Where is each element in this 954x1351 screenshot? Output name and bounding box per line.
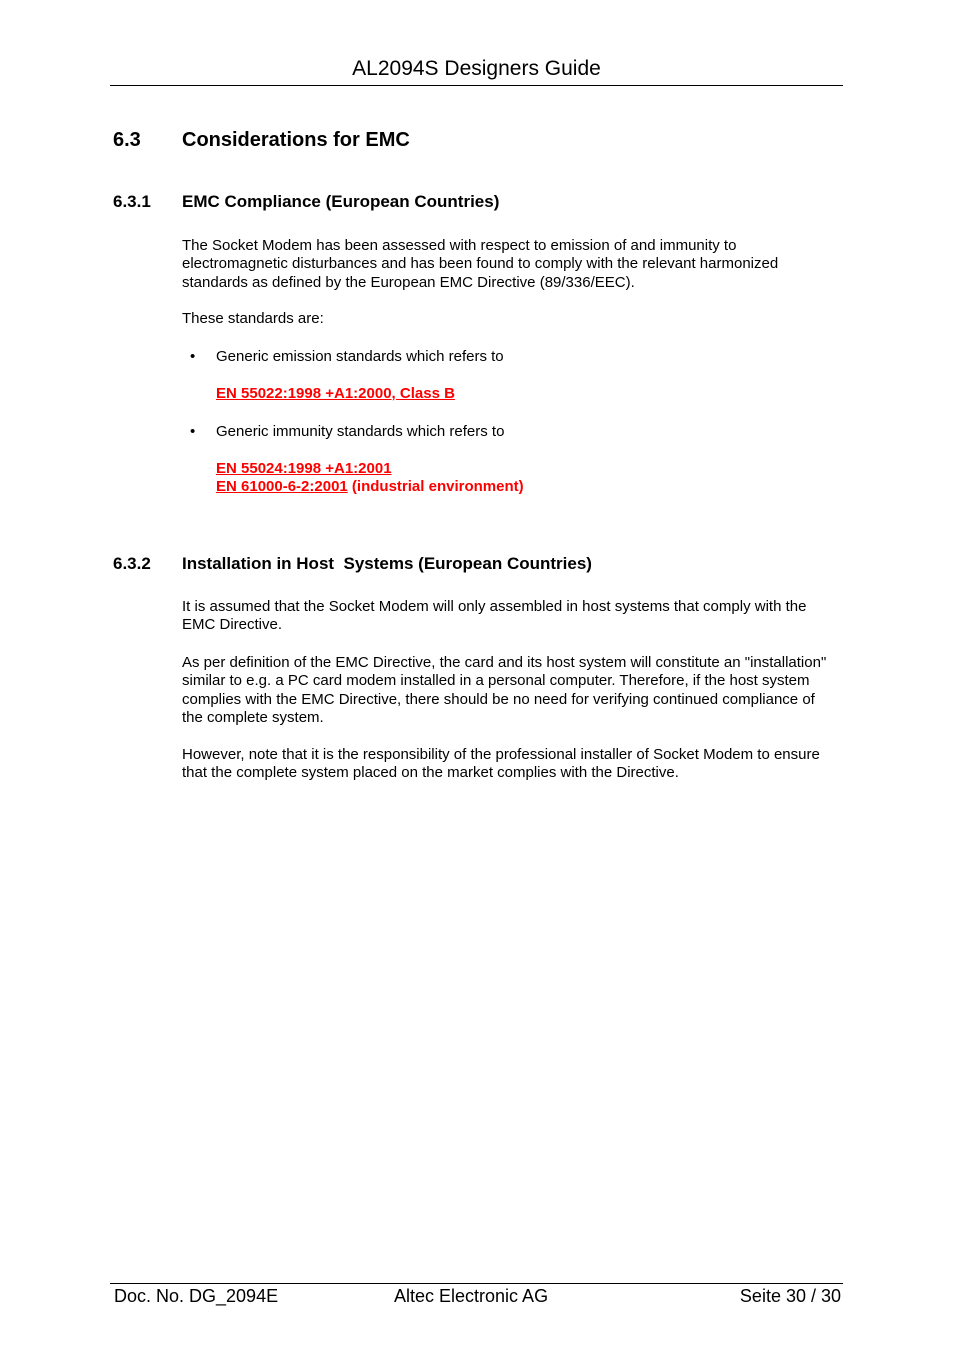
subsection-heading-2 <box>113 553 592 575</box>
standard-reference <box>216 478 524 496</box>
paragraph: The Socket Modem has been assessed with respect to emission of and immunity to electromagnetic disturbances and has been found to comply with the relevant harmonized standards as defined by the European EMC Directive (89/336/EEC). <box>182 237 779 291</box>
subsection-title: Installation in Host Systems (European Countries) <box>182 554 592 573</box>
footer-company: Altec Electronic AG <box>394 1286 549 1306</box>
document-title: AL2094S Designers Guide <box>352 57 601 80</box>
standard-link[interactable]: EN 55024:1998 +A1:2001 <box>216 460 392 477</box>
subsection-heading-1 <box>113 191 499 213</box>
standard-reference <box>216 385 455 403</box>
bullet-item: Generic emission standards which refers to <box>216 348 504 365</box>
bullet-item: Generic immunity standards which refers to <box>216 423 505 440</box>
section-number: 6.3 <box>113 129 141 151</box>
footer-doc-number: Doc. No. DG_2094E <box>114 1286 279 1306</box>
paragraph: It is assumed that the Socket Modem will only assembled in host systems that comply with the EMC Directive. <box>182 598 807 634</box>
standard-note: (industrial environment) <box>347 478 524 495</box>
footer-page-number: Seite 30 / 30 <box>739 1286 841 1306</box>
header-rule <box>110 85 843 86</box>
standard-link[interactable]: EN 55022:1998 +A1:2000, Class B <box>216 385 455 402</box>
bullet-icon: • <box>190 423 196 440</box>
subsection-number: 6.3.2 <box>113 554 151 573</box>
paragraph: These standards are: <box>182 310 324 327</box>
section-heading <box>113 127 410 153</box>
subsection-title: EMC Compliance (European Countries) <box>182 192 500 211</box>
paragraph: As per definition of the EMC Directive, the card and its host system will constitute an "installation" similar to e.g. a PC card modem installed in a personal computer. Therefore, if the host system complies with the EMC Directive, there should be no need for verifying continued compliance of the complete system. <box>182 654 827 727</box>
standard-link[interactable]: EN 61000-6-2:2001 <box>216 478 348 495</box>
subsection-number: 6.3.1 <box>113 192 151 211</box>
section-title: Considerations for EMC <box>182 129 410 151</box>
standard-reference <box>216 460 392 478</box>
bullet-icon: • <box>190 348 196 365</box>
paragraph: However, note that it is the responsibility of the professional installer of Socket Modem to ensure that the complete system placed on the market complies with the Directive. <box>182 746 820 782</box>
